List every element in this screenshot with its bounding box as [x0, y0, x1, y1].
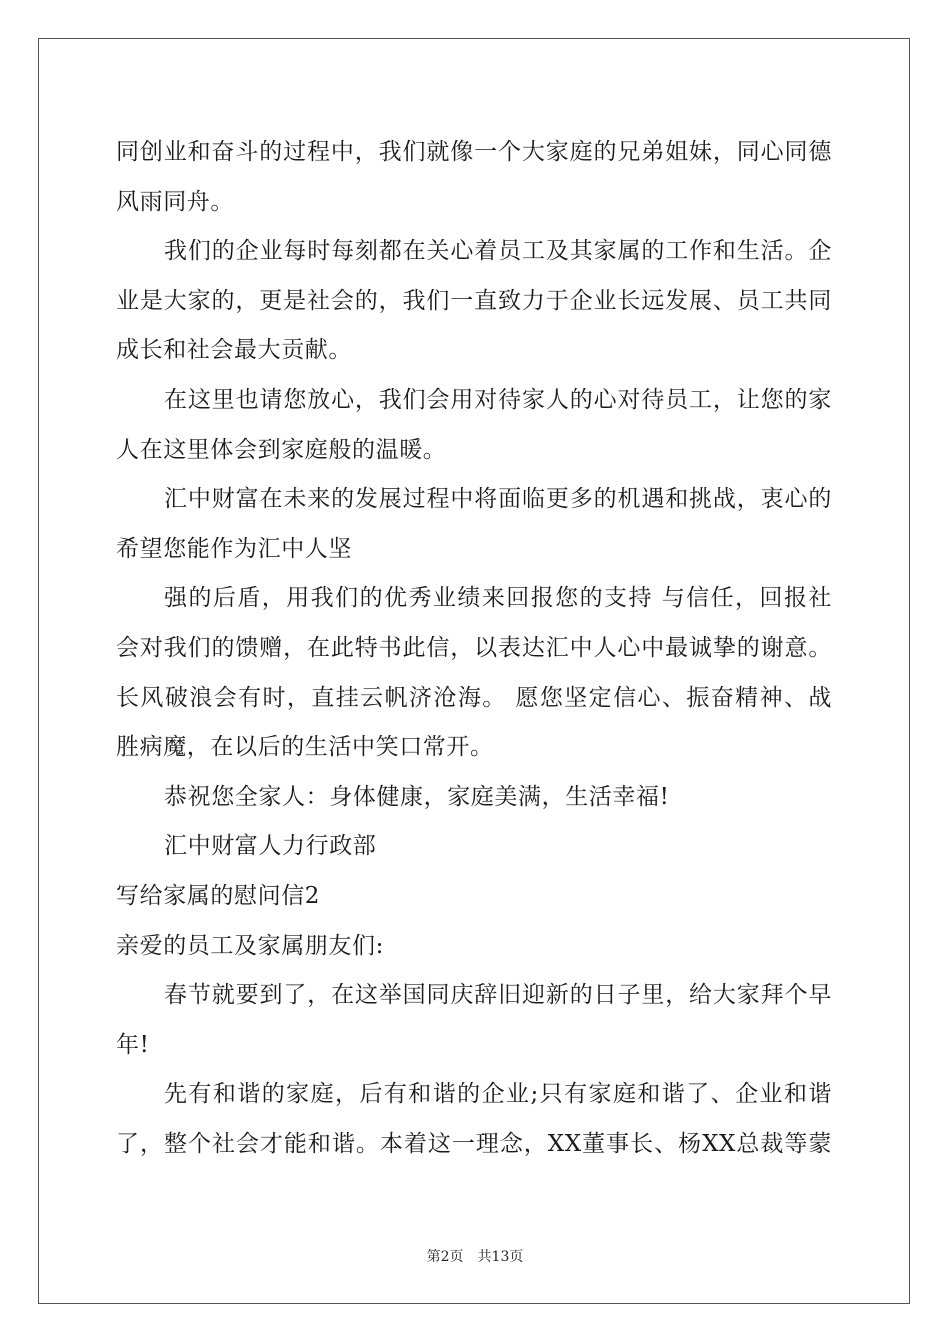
text-line: 我们的企业每时每刻都在关心着员工及其家属的工作和生活。企	[164, 238, 832, 265]
text-line: 在这里也请您放心，我们会用对待家人的心对待员工，让您的家	[164, 386, 832, 413]
text-line: 风雨同舟。	[116, 188, 234, 215]
text-line: 强的后盾，用我们的优秀业绩来回报您的支持 与信任，回报社	[164, 585, 832, 612]
text-line: 成长和社会最大贡献。	[116, 337, 352, 364]
text-line: 汇中财富在未来的发展过程中将面临更多的机遇和挑战，衷心的	[164, 486, 832, 513]
document-body	[116, 128, 832, 1169]
text-line: 春节就要到了，在这举国同庆辞旧迎新的日子里，给大家拜个早	[164, 982, 832, 1009]
text-line: 先有和谐的家庭，后有和谐的企业;只有家庭和谐了、企业和谐	[164, 1081, 832, 1108]
text-line: 希望您能作为汇中人坚	[116, 535, 352, 562]
page-footer: 第2页 共13页	[426, 1249, 524, 1265]
text-line: 业是大家的，更是社会的，我们一直致力于企业长远发展、员工共同	[116, 287, 832, 314]
text-line: 同创业和奋斗的过程中，我们就像一个大家庭的兄弟姐妹，同心同德	[116, 139, 832, 165]
text-line: 写给家属的慰问信2	[116, 882, 321, 909]
text-line: 恭祝您全家人：身体健康，家庭美满，生活幸福!	[164, 783, 670, 810]
text-line: 会对我们的馈赠，在此特书此信，以表达汇中人心中最诚挚的谢意。	[116, 634, 832, 661]
text-line: 年!	[116, 1031, 150, 1058]
text-line: 人在这里体会到家庭般的温暖。	[116, 436, 447, 463]
text-line: 了，整个社会才能和谐。本着这一理念，XX董事长、杨XX总裁等蒙	[116, 1130, 832, 1157]
text-line: 亲爱的员工及家属朋友们:	[116, 932, 384, 959]
text-line: 汇中财富人力行政部	[164, 833, 377, 860]
text-line: 胜病魔，在以后的生活中笑口常开。	[116, 734, 494, 761]
text-line: 长风破浪会有时，直挂云帆济沧海。 愿您坚定信心、振奋精神、战	[116, 684, 832, 711]
